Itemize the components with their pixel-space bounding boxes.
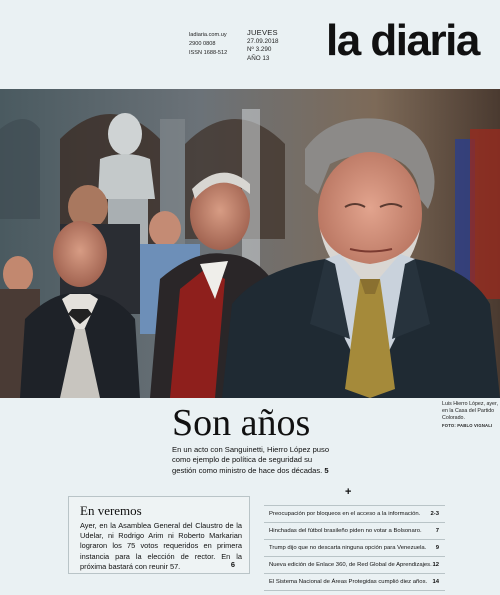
index-row-text: El Sistema Nacional de Áreas Protegidas cumplió diez años.	[269, 579, 428, 585]
index-row-text: Hinchadas del fútbol brasileño piden no votar a Bolsonaro.	[269, 528, 422, 534]
index-row-page: 2-3	[430, 511, 439, 517]
en-veremos-box[interactable]	[68, 496, 250, 574]
index-row[interactable]	[264, 505, 445, 522]
lead-deck-text: En un acto con Sanguinetti, Hierro López puso como ejemplo de política de seguridad su gestión como ministro de hace dos décadas.	[172, 445, 330, 475]
index-row-text: Preocupación por bloqueos en el acceso a la información.	[269, 511, 421, 517]
issn-text: ISSN 1688-512	[189, 50, 228, 56]
issue-number: Nº 3.290	[247, 46, 272, 53]
en-veremos-title: En veremos	[80, 503, 142, 518]
website-text[interactable]: ladiaria.com.uy	[189, 32, 227, 38]
lead-photo-image	[0, 89, 500, 398]
index-row[interactable]	[264, 573, 445, 591]
index-row[interactable]	[264, 522, 445, 539]
weekday: JUEVES	[247, 28, 278, 37]
lead-headline[interactable]: Son años	[172, 402, 311, 444]
phone-text: 2900 0808	[189, 41, 216, 47]
en-veremos-page-ref[interactable]: 6	[230, 560, 235, 569]
story-index	[264, 505, 445, 591]
index-row-page: 14	[432, 579, 439, 585]
lead-photo	[0, 89, 500, 398]
lead-page-ref[interactable]: 5	[324, 465, 329, 475]
index-row-text: Nueva edición de Enlace 360, de Red Global de Aprendizajes.	[269, 562, 432, 568]
masthead-issue-info	[247, 29, 279, 63]
index-row[interactable]	[264, 539, 445, 556]
index-row-page: 9	[435, 545, 439, 551]
photo-credit: FOTO: PABLO VIGNALI	[442, 423, 493, 428]
en-veremos-body: Ayer, en la Asamblea General del Claustro de la Udelar, ni Rodrigo Arim ni Roberto Markarian lograron los 75 votos requeridos en primera instancia para la elección de rector. En la próxima bastará con reunir 57.	[80, 521, 242, 571]
index-row-page: 7	[435, 528, 439, 534]
issue-date: 27.09.2018	[247, 37, 279, 45]
photo-caption-text: Luis Hierro López, ayer, en la Casa del Partido Colorado.	[442, 401, 498, 421]
lead-deck	[172, 445, 334, 476]
photo-caption	[442, 401, 498, 429]
index-row-page: 12	[432, 562, 439, 568]
issue-year: AÑO 13	[247, 54, 270, 62]
plus-icon: +	[345, 486, 352, 498]
masthead-logo: la diaria	[326, 16, 479, 65]
index-row-text: Trump dijo que no descarta ninguna opción para Venezuela.	[269, 545, 427, 551]
masthead-contact	[189, 31, 227, 58]
index-row[interactable]	[264, 556, 445, 573]
